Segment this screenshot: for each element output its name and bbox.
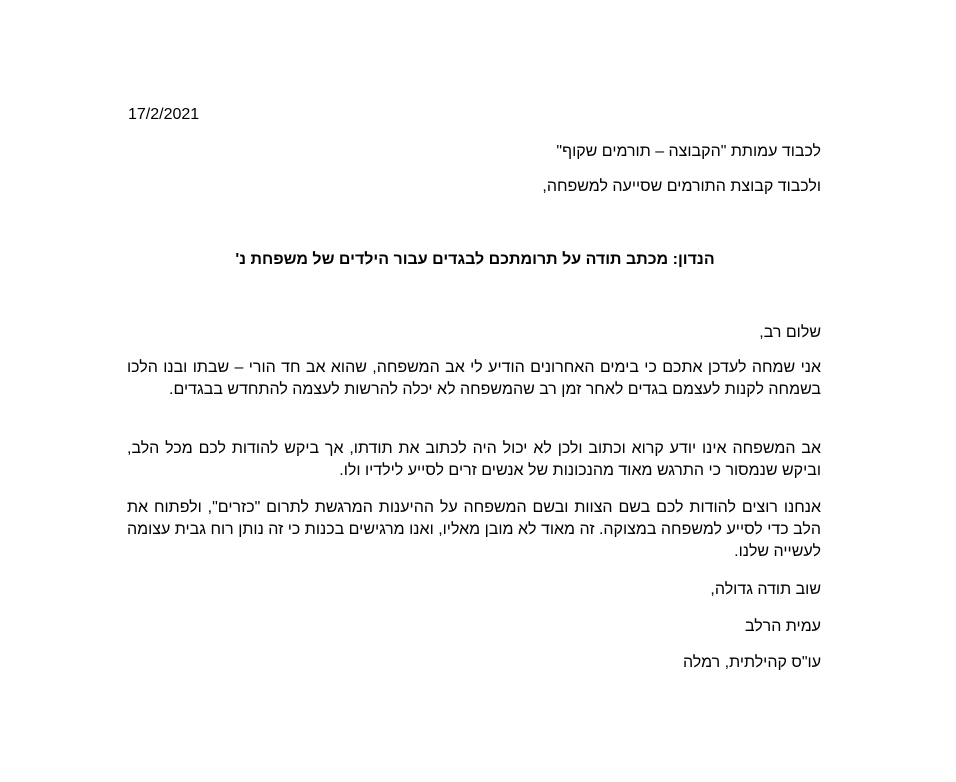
body-paragraph-3: אנחנו רוצים להודות לכם בשם הצוות ובשם המשפחה על ההיענות המרגשת לתרום "כזרים", ולפתוח את הלב כדי לסייע למשפחה במצוקה. זה מאוד לא מובן מאליו, ואנו מרגישים בכנות כי זה נותן רוח גבית עצומה לעשייה שלנו. xyxy=(127,499,821,560)
body-paragraph-1: אני שמחה לעדכן אתכם כי בימים האחרונים הודיע לי אב המשפחה, שהוא אב חד הורי – שבתו ובנו הלכו בשמחה לקנות לעצמם בגדים לאחר זמן רב שהמשפחה לא יכלה להרשות לעצמה להתחדש בבגדים. xyxy=(127,359,821,398)
body-paragraph-2: אב המשפחה אינו יודע קרוא וכתוב ולכן לא יכול היה לכתוב את תודתו, אך ביקש להודות לכם מכל הלב, וביקש שנמסור כי התרגש מאוד מהנכונות של אנשים זרים לסייע לילדיו ולו. xyxy=(127,440,821,479)
recipient-line-2: ולכבוד קבוצת התורמים שסייעה למשפחה, xyxy=(542,178,821,195)
letter-subject: הנדון: מכתב תודה על תרומתכם לבגדים עבור הילדים של משפחת נ' xyxy=(235,251,715,268)
letter-closing: שוב תודה גדולה, xyxy=(710,581,821,598)
letter-date: 17/2/2021 xyxy=(128,106,200,123)
signature-title: עו"ס קהילתית, רמלה xyxy=(682,654,821,671)
letter-greeting: שלום רב, xyxy=(759,324,821,341)
recipient-line-1: לכבוד עמותת "הקבוצה – תורמים שקוף" xyxy=(556,143,821,160)
signature-name: עמית הרלב xyxy=(744,618,821,635)
